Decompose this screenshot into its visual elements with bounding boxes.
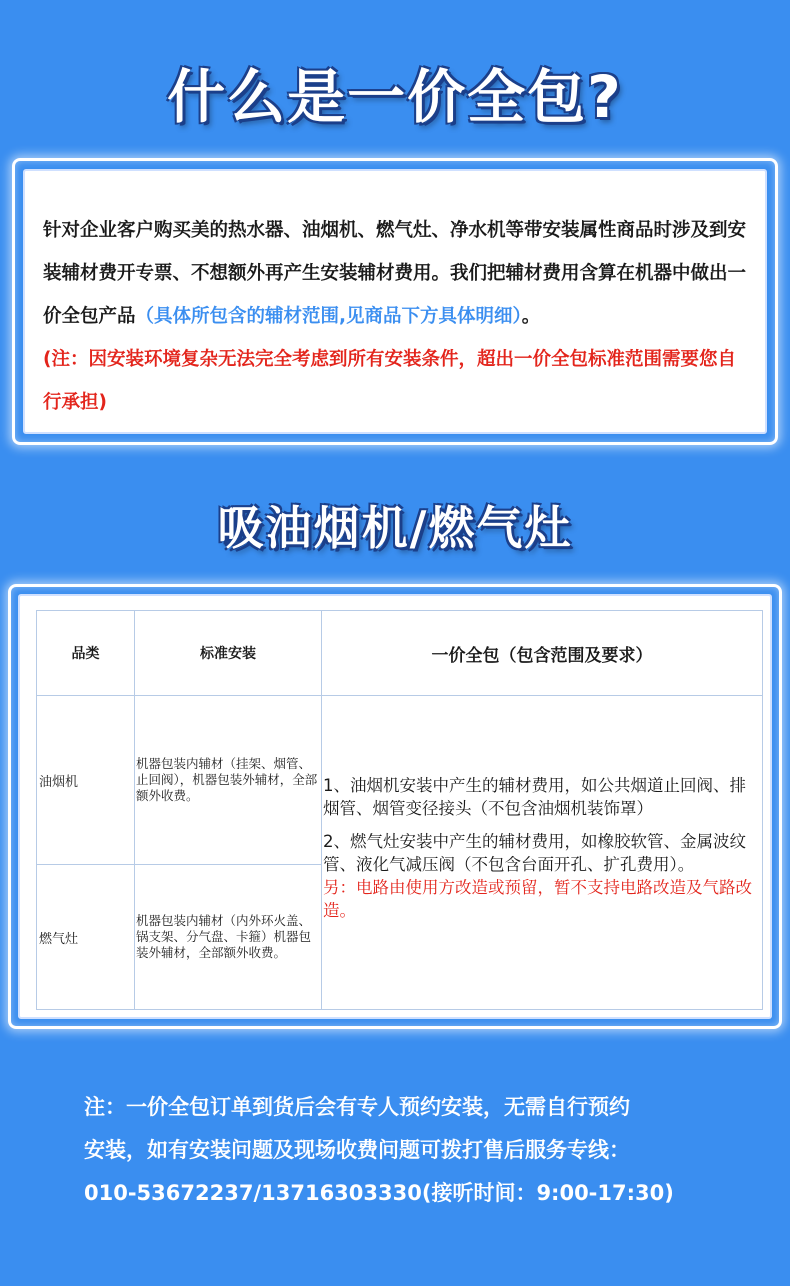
table-header-row [37,611,763,696]
footer-note [84,1086,744,1215]
row-standard: 机器包装内辅材（挂架、烟管、止回阀），机器包装外辅材，全部额外收费。 [135,696,322,865]
package-item-2: 2、燃气灶安装中产生的辅材费用，如橡胶软管、金属波纹管、液化气减压阀（不包含台面开孔、扩孔费用）。 [323,831,746,874]
page-title: 什么是一价全包? [167,63,623,131]
header-standard: 标准安装 [135,611,322,696]
intro-note: (注：因安装环境复杂无法完全考虑到所有安装条件，超出一价全包标准范围需要您自行承担) [43,349,736,413]
footer-line: 注：一价全包订单到货后会有专人预约安装，无需自行预约 [84,1095,630,1119]
intro-panel [12,158,778,445]
intro-panel-body [23,169,767,434]
package-item-1: 1、油烟机安装中产生的辅材费用，如公共烟道止回阀、排烟管、烟管变径接头（不包含油烟机装饰罩） [323,775,746,818]
table-row [37,696,763,865]
package-note: 另：电路由使用方改造或预留，暂不支持电路改造及气路改造。 [323,877,752,920]
intro-end-punct: 。 [521,306,541,327]
package-details [322,696,763,1010]
header-package: 一价全包（包含范围及要求） [322,611,763,696]
row-category: 油烟机 [37,696,135,865]
footer-line: 安装，如有安装问题及现场收费问题可拨打售后服务专线： [84,1138,630,1162]
intro-scope-text: （具体所包含的辅材范围,见商品下方具体明细） [135,306,522,327]
package-table [36,610,763,1010]
header-category: 品类 [37,611,135,696]
intro-text [43,209,749,338]
intro-main-text: 针对企业客户购买美的热水器、油烟机、燃气灶、净水机等带安装属性商品时涉及到安装辅材费开专票、不想额外再产生安装辅材费用。我们把辅材费用含算在机器中做出一价全包产品 [43,220,747,327]
section-title: 吸油烟机/燃气灶 [217,501,573,555]
table-panel [8,584,782,1029]
footer-hotline: 010-53672237/13716303330(接听时间：9:00-17:30) [84,1181,674,1205]
row-standard: 机器包装内辅材（内外环火盖、锅支架、分气盘、卡箍）机器包装外辅材，全部额外收费。 [135,865,322,1010]
table-panel-body [18,594,772,1019]
row-category: 燃气灶 [37,865,135,1010]
